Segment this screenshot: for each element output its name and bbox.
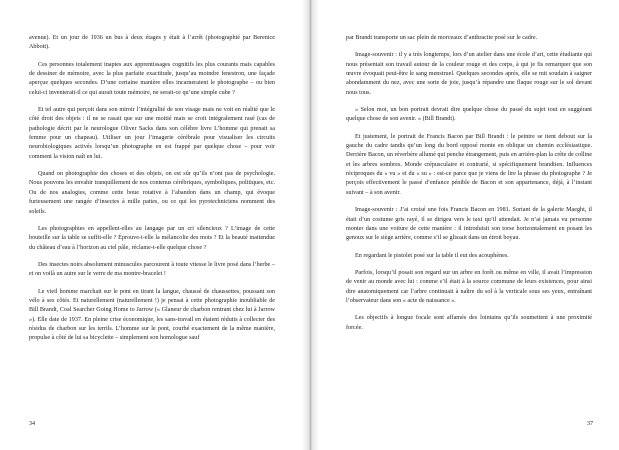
left-page-text — [29, 34, 275, 352]
paragraph: En regardant le pistolet posé sur la table il eut des acouphènes. — [355, 252, 509, 259]
page-number: 34 — [29, 421, 36, 427]
right-page-text — [346, 34, 592, 341]
paragraph: par Brandt transporte un sac plein de morceaux d’anthracite posé sur le cadre. — [346, 35, 538, 41]
paragraph: Les objectifs à longue focale sont affamés des lointains qu’ils soumettent à une proximité forcée. — [346, 315, 592, 331]
page-number: 37 — [587, 421, 594, 427]
paragraph: Ces personnes totalement inaptes aux apprentissages cognitifs les plus courants mais capables de dessiner de mémoire, avec la plus parfaite exactitude, jusqu’au moindre fenestron, une façade aperçue quelques secondes. D’une certaine manière elles incarneraient le photographe – ou bien celui-ci inventerait-il ce qui aurait toute mémoire, ne serait-ce qu’une simple cube ? — [29, 61, 275, 96]
left-page — [0, 0, 308, 450]
paragraph: Image-souvenir : il y a très longtemps, lors d’un atelier dans une école d’art, cette étudiante qui nous présentait son travail autour de la couleur rouge et des corps, à qui je fis remarquer que son œuvre évoquait peut-être le sang menstruel. Quelques secondes après, elle se mit soudain à saigner abondamment du nez, avec une sorte de joie, jusqu’à répandre une flaque rouge sur le sol devant nous tous. — [346, 52, 592, 96]
paragraph: Parfois, lorsqu’il posait son regard sur un arbre en forêt ou même en ville, il avait l’impression de venir au monde avec lui : comme s’il était à la source commune de leurs existences, pour ainsi dire anatomiquement car l’arbre continuait à naître du sol à la verticale sous ses yeux, entraînant l’observateur dans son « acte de naissance ». — [346, 269, 592, 304]
paragraph: « Selon moi, un bon portrait devrait dire quelque chose du passé du sujet tout en suggérant quelque chose de son avenir. » (Bill Brandt). — [346, 107, 592, 123]
paragraph: Les photographies en appellent-elles au langage par un cri silencieux ? L’image de cette bouteille sur la table se suffit-elle ? Éprouve-t-elle la mélancolie des mots ? Et la beauté inattendue du château d’eau à l’horizon au ciel pâle, réclame-t-elle quelque chose ? — [29, 225, 275, 251]
book-gutter-shadow — [302, 0, 319, 450]
paragraph: Des insectes noirs absolument minuscules parcourent à toute vitesse le livre posé dans l’herbe – et on voilà un autre sur le verre de ma montre-bracelet ! — [29, 261, 275, 278]
paragraph: Image-souvenir : J’ai croisé une fois Francis Bacon en 1981. Sortant de la galerie Maeght, il était d’un costume gris rayé, il se dirigea vers le taxi qu’il attendait. Je n’ai jamais vu personne monter dans une voiture de cette manière : il introduisit son torse horizontalement en posant les genoux sur le siège arrière, comme s’il se glissait dans un étroit boyau. — [346, 207, 592, 242]
paragraph: Le vieil homme marchait sur le pont en tirant la langue, chaussé de chaussettes, poussant son vélo à ses côtés. Et naturellement (naturellement !) je pensai à cette photographie inoubliable de Bill Brandt, Coal Searcher Going Home to Jarrow (« Glaneur de charbon rentrant chez lui à Jarrow »). Elle date de 1937. En pleine crise économique, les sans-travail en étaient réduits à collecter des résidus de charbon sur les terrils. L’homme sur le pont, courbé exactement de la même manière, propulse à côté de lui sa bicyclette – simplement son homologue sauf — [29, 288, 275, 342]
paragraph: Quand on photographie des choses et des objets, on est sûr qu’ils n’ont pas de psychologie. Nous pouvons les envahir tranquillement de nos contenus cérébriques, symboliques, politiques, etc. Ou de nos analogies, comme cette boue rotative à l’abandon dans un champ, qui évoque furieusement une rangée d’insectes à mille pattes, ou ce qui les pyrotechniciens nomment des soleils. — [29, 171, 275, 215]
paragraph: Et tel autre qui perçoit dans son miroir l’intégralité de son visage mais ne voit en réalité que le côté droit des objets : il ne se rasait que sur une moitié mais se croit intégralement rasé (cas de pathologie décrit par le neurologue Oliver Sacks dans son célèbre livre L’homme qui prenait sa femme pour un chapeau). Utiliser un jour l’imagerie cérébrale pour visualiser les circuits neurobiologiques activés lorsqu’un photographe en est frappé par quelque chose – pour voir comment la vision naît en lui. — [29, 107, 275, 160]
paragraph: avenue). Et un jour de 1936 un bus à deux étages y était à l’arrêt (photographié par Berenice Abbott). — [29, 35, 275, 51]
paragraph: Et justement, le portrait de Francis Bacon par Bill Brandt : le peintre se tient debout sur la gauche du cadre tandis qu’un long du bord opposé monte en oblique un chemin ecclésiastique. Derrière Bacon, un réverbère allumé qui penche étrangement, puis en arrière-plan la crête de colline et les arbres sombres. Monde crépusculaire et contrarié, si spécifiquement brandtien. Influences réciproques du « vu » et du « su » : est-ce parce que je viens de lire la phrase du photographe ? Je perçois effectivement le passé d’enfance pénible de Bacon et son appartenance, déjà, à l’instant suivant – à son avenir. — [346, 133, 592, 196]
right-page — [311, 0, 619, 450]
